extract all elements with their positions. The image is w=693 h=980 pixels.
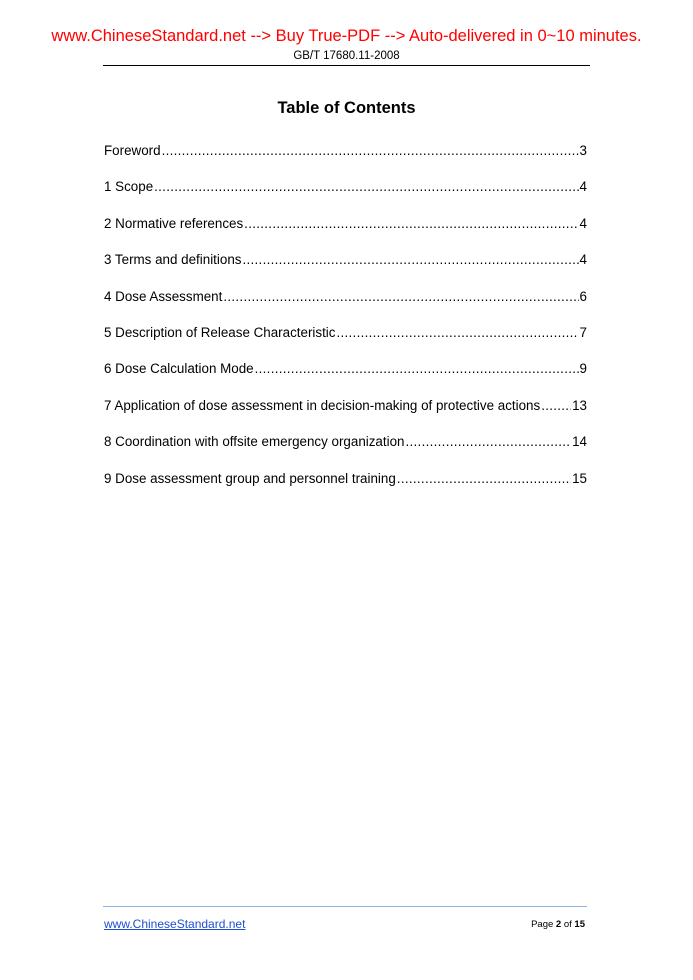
toc-entry-scope[interactable] xyxy=(104,179,587,215)
toc-dot-leader xyxy=(405,434,571,449)
toc-entry-personnel-training[interactable] xyxy=(104,471,587,507)
toc-entry-label: 7 Application of dose assessment in decision-making of protective actions xyxy=(104,397,541,413)
footer-divider xyxy=(103,906,587,907)
toc-dot-leader xyxy=(244,216,578,231)
toc-entry-label: 2 Normative references xyxy=(104,215,244,231)
page-of: of xyxy=(563,919,572,930)
toc-entry-offsite-coordination[interactable] xyxy=(104,434,587,470)
toc-entry-dose-calculation-mode[interactable] xyxy=(104,361,587,397)
toc-dot-leader xyxy=(223,289,578,304)
table-of-contents xyxy=(104,143,587,507)
standard-code: GB/T 17680.11-2008 xyxy=(293,50,400,62)
toc-entry-page: 14 xyxy=(572,434,587,450)
toc-entry-page: 6 xyxy=(579,288,587,304)
toc-entry-terms-definitions[interactable] xyxy=(104,252,587,288)
toc-entry-protective-actions[interactable] xyxy=(104,398,587,434)
toc-entry-label: 1 Scope xyxy=(104,179,154,195)
header-divider xyxy=(103,65,590,66)
toc-entry-label: Foreword xyxy=(104,143,161,158)
toc-dot-leader xyxy=(162,143,579,158)
toc-dot-leader xyxy=(397,471,571,486)
toc-entry-label: 5 Description of Release Characteristic xyxy=(104,324,336,340)
toc-entry-label: 9 Dose assessment group and personnel training xyxy=(104,470,396,486)
toc-entry-release-characteristic[interactable] xyxy=(104,325,587,361)
toc-entry-label: 4 Dose Assessment xyxy=(104,288,223,304)
toc-entry-foreword[interactable] xyxy=(104,143,587,179)
toc-dot-leader xyxy=(336,325,578,340)
footer-site-link[interactable]: www.ChineseStandard.net xyxy=(104,917,246,931)
toc-entry-page: 4 xyxy=(579,252,587,268)
page-prefix: Page xyxy=(531,919,554,930)
header-banner-link[interactable]: www.ChineseStandard.net --> Buy True-PDF --> Auto-delivered in 0~10 minutes. xyxy=(51,27,642,45)
toc-entry-label: 8 Coordination with offsite emergency organization xyxy=(104,434,405,450)
toc-entry-dose-assessment[interactable] xyxy=(104,289,587,325)
toc-entry-page: 3 xyxy=(579,143,587,158)
toc-entry-page: 4 xyxy=(579,179,587,195)
toc-entry-page: 4 xyxy=(579,215,587,231)
toc-entry-page: 13 xyxy=(572,397,587,413)
toc-dot-leader xyxy=(255,361,579,376)
page-total: 15 xyxy=(574,919,585,930)
toc-entry-normative-references[interactable] xyxy=(104,216,587,252)
toc-entry-page: 7 xyxy=(579,324,587,340)
toc-dot-leader xyxy=(242,252,578,267)
toc-dot-leader xyxy=(541,398,571,413)
page-current: 2 xyxy=(555,919,562,930)
toc-dot-leader xyxy=(154,179,578,194)
toc-entry-label: 3 Terms and definitions xyxy=(104,252,242,268)
page-number xyxy=(531,919,585,930)
toc-entry-page: 9 xyxy=(579,361,587,377)
toc-entry-label: 6 Dose Calculation Mode xyxy=(104,361,254,377)
toc-entry-page: 15 xyxy=(572,470,587,486)
toc-title: Table of Contents xyxy=(277,99,416,117)
